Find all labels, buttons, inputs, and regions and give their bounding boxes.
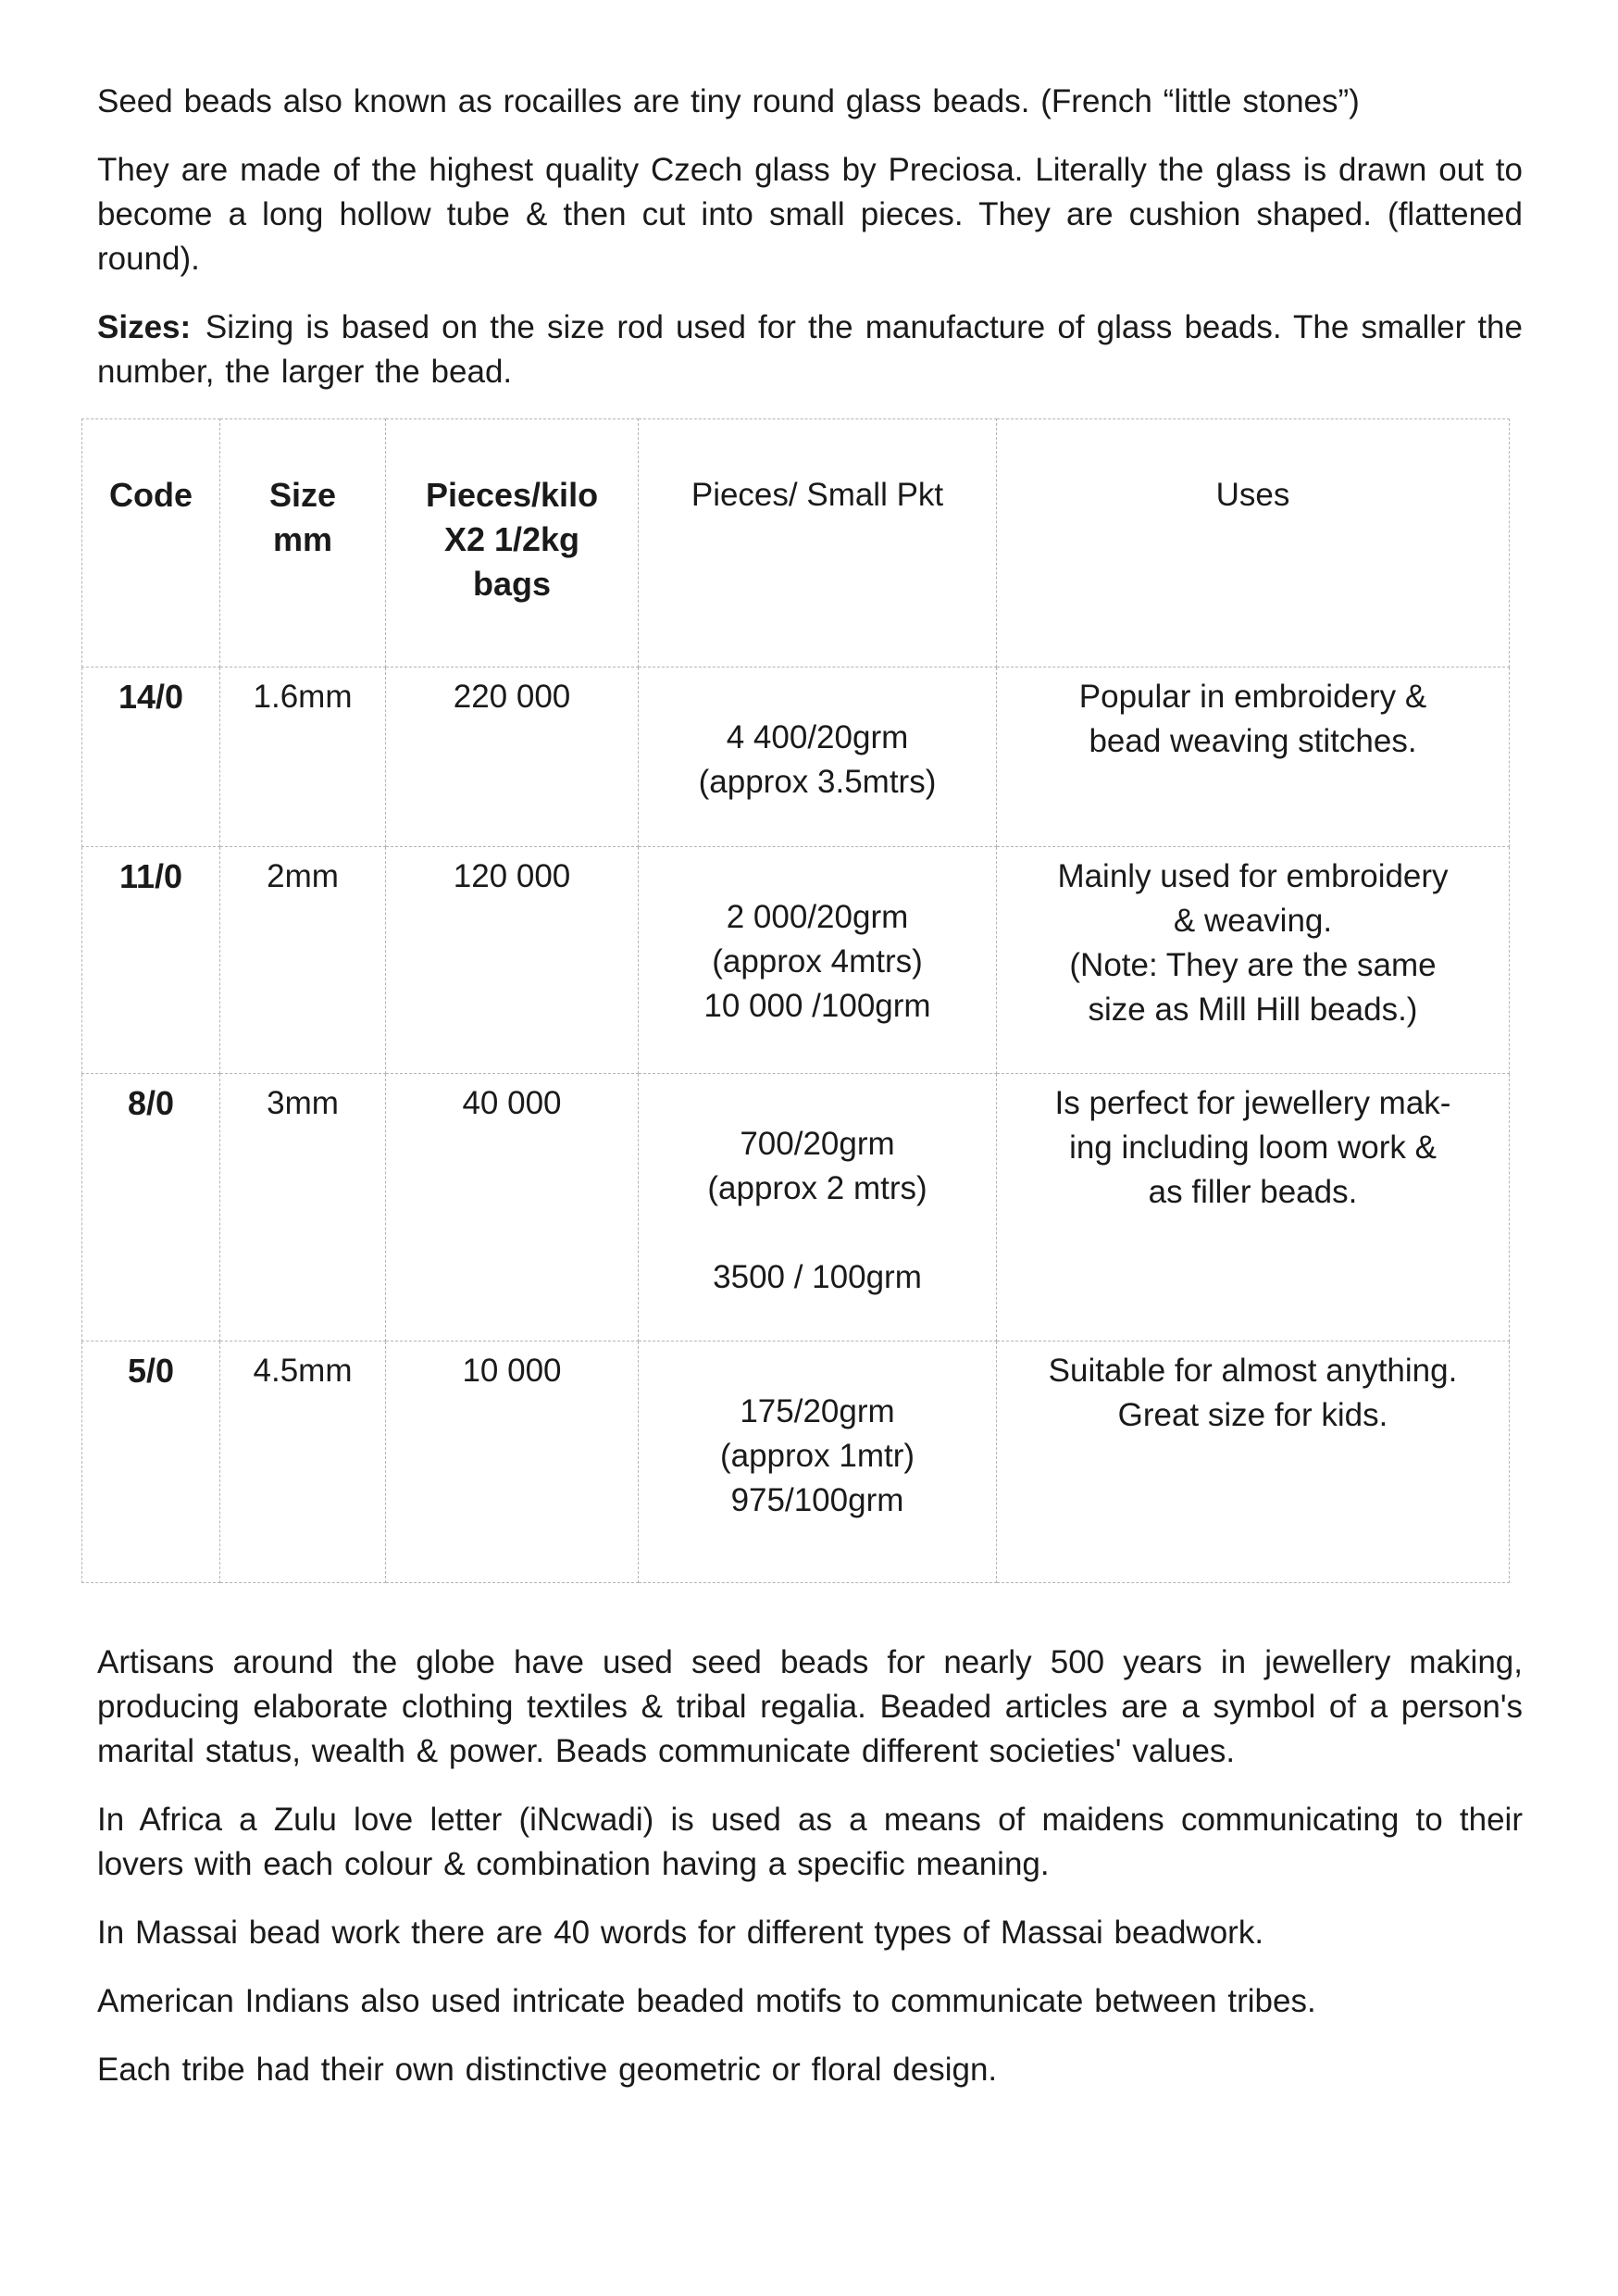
intro-paragraph-1: Seed beads also known as rocailles are tiny round glass beads. (French “little stones”) [97,83,1360,119]
header-size-mm [220,419,386,668]
cell-line: Size [268,476,337,514]
cell-line: ing including loom work & [1069,1129,1437,1166]
sizes-label: Sizes: [97,309,192,345]
table-row-14-0 [82,668,1510,847]
cell-line: & weaving. [1173,903,1333,939]
table-row-11-0 [82,847,1510,1074]
cell-size: 2mm [220,847,386,1074]
header-uses: Uses [997,419,1510,668]
outro-paragraph-5: Each tribe had their own distinctive geometric or floral design. [97,2052,998,2088]
cell-line: (approx 1mtr) [719,1438,915,1474]
header-pieces-kilo [386,419,639,668]
cell-line: 175/20grm [740,1393,895,1429]
cell-line: (approx 3.5mtrs) [698,764,937,800]
cell-size: 4.5mm [220,1341,386,1583]
cell-size: 1.6mm [220,668,386,847]
table-header-row [82,419,1510,668]
cell-code: 5/0 [82,1341,220,1583]
cell-line: as filler beads. [1148,1174,1358,1210]
sizes-text: Sizing is based on the size rod used for the manufacture of glass beads. The smaller the number, the larger the bead. [97,309,1523,390]
cell-line: (approx 2 mtrs) [707,1170,927,1206]
outro-paragraph-2: In Africa a Zulu love letter (iNcwadi) is used as a means of maidens communicating to their lovers with each colour & combination having a specific meaning. [97,1802,1523,1882]
cell-line: 2 000/20grm [726,899,909,935]
cell-uses [997,668,1510,847]
table-row-5-0 [82,1341,1510,1583]
intro-paragraph-2: They are made of the highest quality Czech glass by Preciosa. Literally the glass is drawn out to become a long hollow tube & then cut into small pieces. They are cushion shaped. (flattened round). [97,152,1523,277]
outro-paragraph-3: In Massai bead work there are 40 words for different types of Massai beadwork. [97,1915,1264,1951]
cell-uses [997,847,1510,1074]
cell-line: Mainly used for embroidery [1057,858,1449,894]
cell-line: bead weaving stitches. [1089,723,1417,759]
cell-pieces-kilo: 10 000 [386,1341,639,1583]
cell-pieces-small-pkt [639,847,997,1074]
cell-line: 700/20grm [740,1126,895,1162]
cell-line: bags [472,565,552,603]
cell-line: 4 400/20grm [726,719,909,755]
cell-line: Is perfect for jewellery mak- [1054,1085,1451,1121]
cell-line: (Note: They are the same [1069,947,1437,983]
outro-paragraph-1: Artisans around the globe have used seed beads for nearly 500 years in jewellery making, producing elaborate clothing textiles & tribal regalia. Beaded articles are a symbol of a person's marital status, wealth & power. Beads communicate different societies' values. [97,1644,1523,1769]
header-code: Code [82,419,220,668]
bead-size-table [81,418,1510,1583]
cell-pieces-small-pkt [639,1074,997,1341]
cell-size: 3mm [220,1074,386,1341]
cell-code: 11/0 [82,847,220,1074]
cell-line: size as Mill Hill beads.) [1088,992,1418,1028]
cell-uses [997,1074,1510,1341]
cell-line: Great size for kids. [1117,1397,1388,1433]
cell-line [639,1211,996,1255]
cell-uses [997,1341,1510,1583]
header-pieces-small-pkt: Pieces/ Small Pkt [639,419,997,668]
cell-pieces-kilo: 120 000 [386,847,639,1074]
cell-code: 14/0 [82,668,220,847]
cell-line: Suitable for almost anything. [1048,1353,1458,1389]
cell-line: mm [272,520,333,558]
cell-pieces-small-pkt [639,668,997,847]
cell-pieces-kilo: 40 000 [386,1074,639,1341]
cell-line: Popular in embroidery & [1078,679,1427,715]
cell-line: 10 000 /100grm [703,988,931,1024]
cell-line: 3500 / 100grm [713,1259,922,1295]
outro-paragraph-4: American Indians also used intricate beaded motifs to communicate between tribes. [97,1983,1316,2019]
cell-pieces-small-pkt [639,1341,997,1583]
intro-paragraph-sizes [97,306,1523,394]
table-row-8-0 [82,1074,1510,1341]
cell-line: Pieces/kilo [425,476,599,514]
cell-code: 8/0 [82,1074,220,1341]
cell-line: (approx 4mtrs) [712,943,923,980]
cell-pieces-kilo: 220 000 [386,668,639,847]
cell-line: 975/100grm [730,1482,904,1518]
cell-line: X2 1/2kg [443,520,580,558]
